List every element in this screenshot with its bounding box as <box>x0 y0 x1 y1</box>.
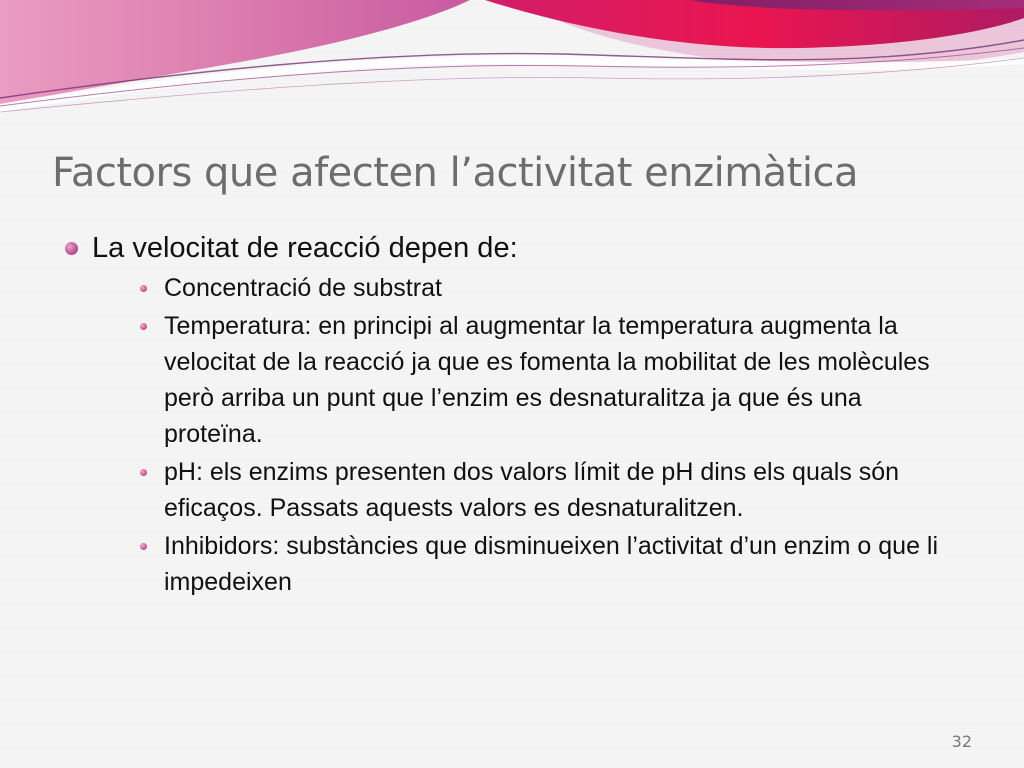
sub-bullet-dot-icon <box>140 543 147 550</box>
sub-bullet-item <box>134 528 962 600</box>
main-bullet <box>62 228 962 268</box>
sub-bullet-text: Inhibidors: substàncies que disminueixen l’activitat d’un enzim o que li impedeixen <box>164 532 939 596</box>
main-bullet-text: La velocitat de reacció depen de: <box>92 232 518 264</box>
sub-bullet-text: pH: els enzims presenten dos valors límit de pH dins els quals són eficaços. Passats aquests valors es desnaturalitzen. <box>164 458 900 522</box>
bullet-dot-icon <box>65 242 78 255</box>
slide-title: Factors que afecten l’activitat enzimàtica <box>52 150 858 196</box>
page-number: 32 <box>951 732 972 751</box>
sub-bullet-dot-icon <box>140 469 147 476</box>
sub-bullet-dot-icon <box>140 323 147 330</box>
sub-bullet-list <box>62 270 962 600</box>
sub-bullet-item <box>134 308 962 452</box>
sub-bullet-item <box>134 454 962 526</box>
slide-content <box>62 228 962 602</box>
sub-bullet-dot-icon <box>140 285 147 292</box>
header-wave-decoration <box>0 0 1024 130</box>
sub-bullet-item <box>134 270 962 306</box>
sub-bullet-text: Temperatura: en principi al augmentar la temperatura augmenta la velocitat de la reacció ja que es fomenta la mobilitat de les molècules però arriba un punt que l’enzim es desnaturalitza ja que és una proteïna. <box>164 312 930 448</box>
sub-bullet-text: Concentració de substrat <box>164 274 442 302</box>
